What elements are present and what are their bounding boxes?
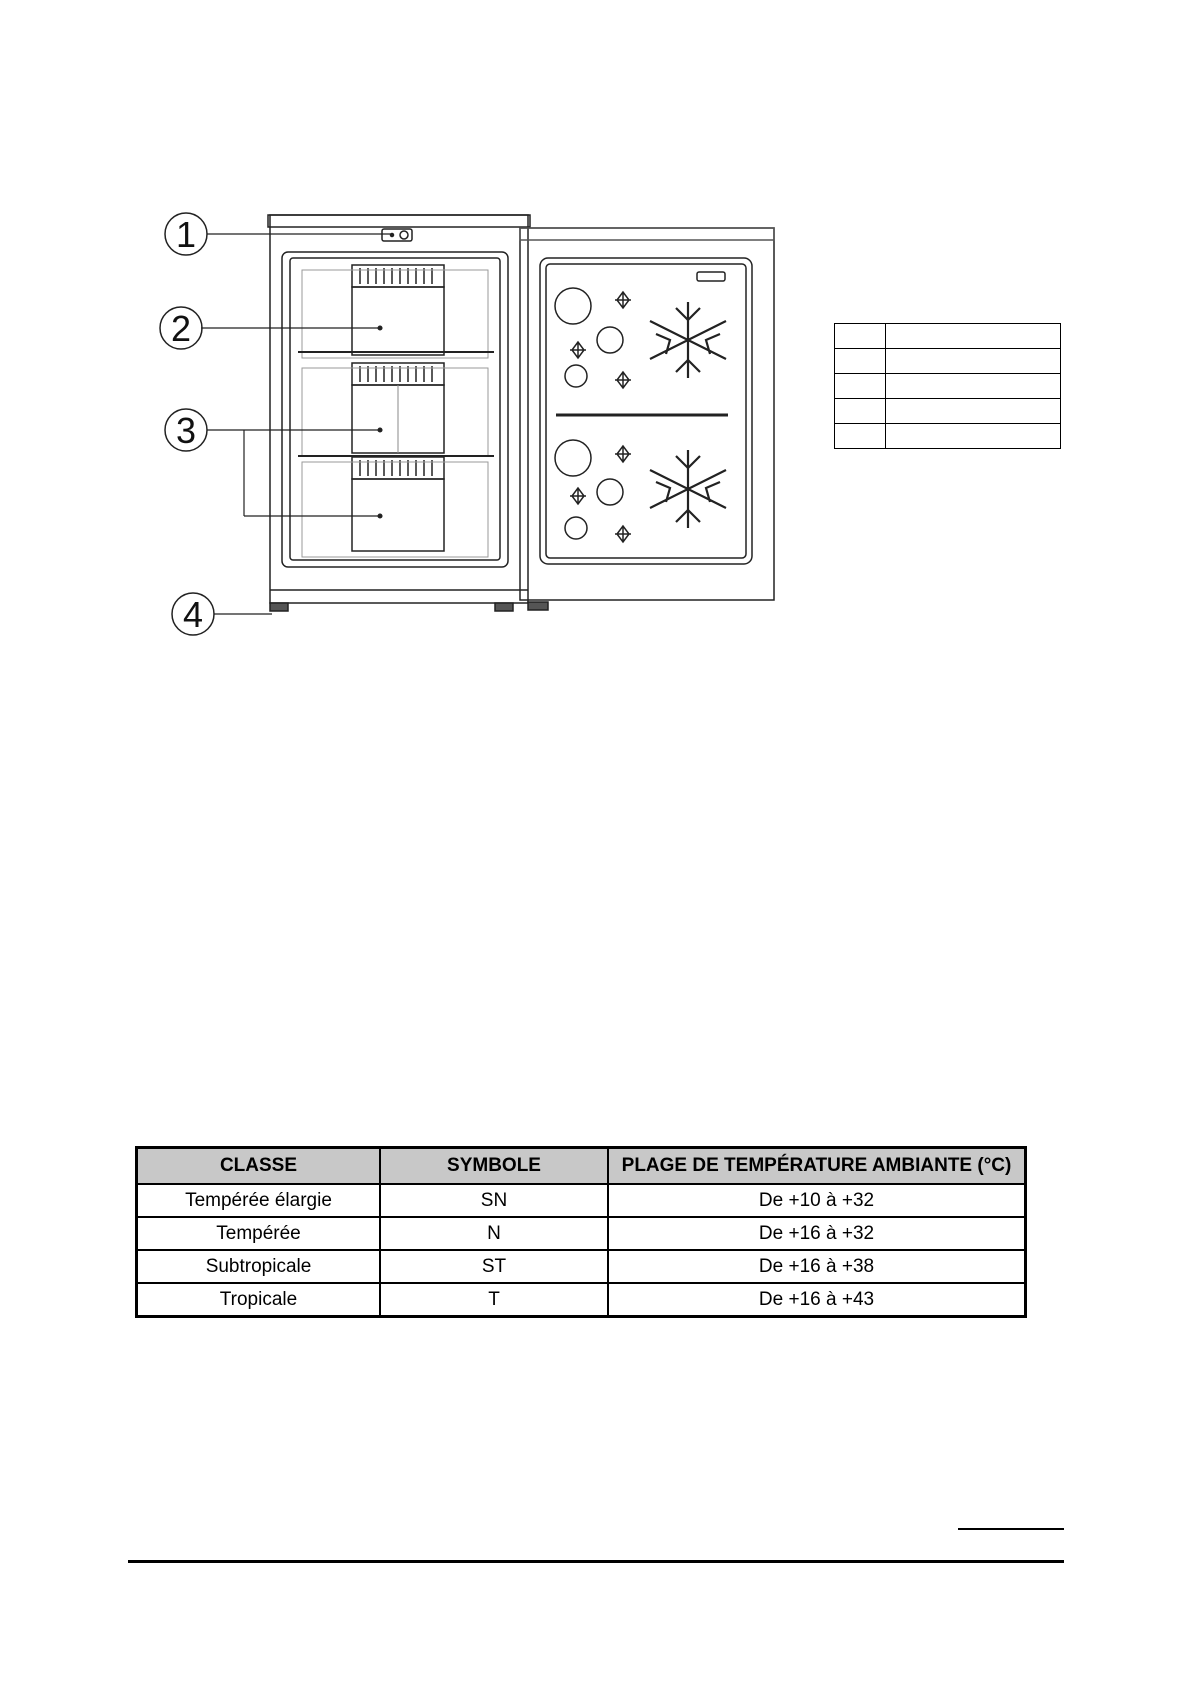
symbole-cell: T — [380, 1283, 608, 1317]
legend-number-cell — [835, 349, 886, 374]
classe-cell: Tempérée élargie — [137, 1184, 381, 1217]
callout-4 — [172, 593, 214, 635]
legend-number-cell — [835, 399, 886, 424]
table-row — [137, 1250, 1026, 1283]
footer-short-rule — [958, 1528, 1064, 1530]
climate-class-table — [135, 1146, 1027, 1318]
classe-cell: Tempérée — [137, 1217, 381, 1250]
table-row — [835, 324, 1061, 349]
callout-3 — [165, 409, 207, 451]
table-row — [835, 399, 1061, 424]
table-row — [137, 1184, 1026, 1217]
callout-1 — [165, 213, 207, 255]
classe-cell: Subtropicale — [137, 1250, 381, 1283]
legend-table — [834, 323, 1061, 449]
legend-description-cell — [886, 424, 1061, 449]
footer-rule — [128, 1560, 1064, 1563]
classe-cell: Tropicale — [137, 1283, 381, 1317]
symbole-cell: N — [380, 1217, 608, 1250]
callout-3-label: 3 — [175, 410, 197, 451]
plage-cell: De +16 à +38 — [608, 1250, 1026, 1283]
table-row — [137, 1217, 1026, 1250]
plage-cell: De +16 à +32 — [608, 1217, 1026, 1250]
table-row — [137, 1283, 1026, 1317]
open-door — [520, 228, 774, 610]
drawers — [298, 265, 494, 557]
legend-number-cell — [835, 324, 886, 349]
header-plage: PLAGE DE TEMPÉRATURE AMBIANTE (°C) — [608, 1148, 1026, 1185]
callout-2 — [160, 307, 202, 349]
legend-number-cell — [835, 424, 886, 449]
callout-1-label: 1 — [175, 214, 197, 255]
plage-cell: De +16 à +43 — [608, 1283, 1026, 1317]
table-header-row — [137, 1148, 1026, 1185]
header-classe: CLASSE — [137, 1148, 381, 1185]
legend-description-cell — [886, 324, 1061, 349]
legend-description-cell — [886, 349, 1061, 374]
table-row — [835, 374, 1061, 399]
legend-number-cell — [835, 374, 886, 399]
table-row — [835, 349, 1061, 374]
legend-description-cell — [886, 399, 1061, 424]
plage-cell: De +10 à +32 — [608, 1184, 1026, 1217]
symbole-cell: SN — [380, 1184, 608, 1217]
callout-4-label: 4 — [182, 594, 204, 635]
header-symbole: SYMBOLE — [380, 1148, 608, 1185]
callout-2-label: 2 — [170, 308, 192, 349]
symbole-cell: ST — [380, 1250, 608, 1283]
legend-description-cell — [886, 374, 1061, 399]
table-row — [835, 424, 1061, 449]
